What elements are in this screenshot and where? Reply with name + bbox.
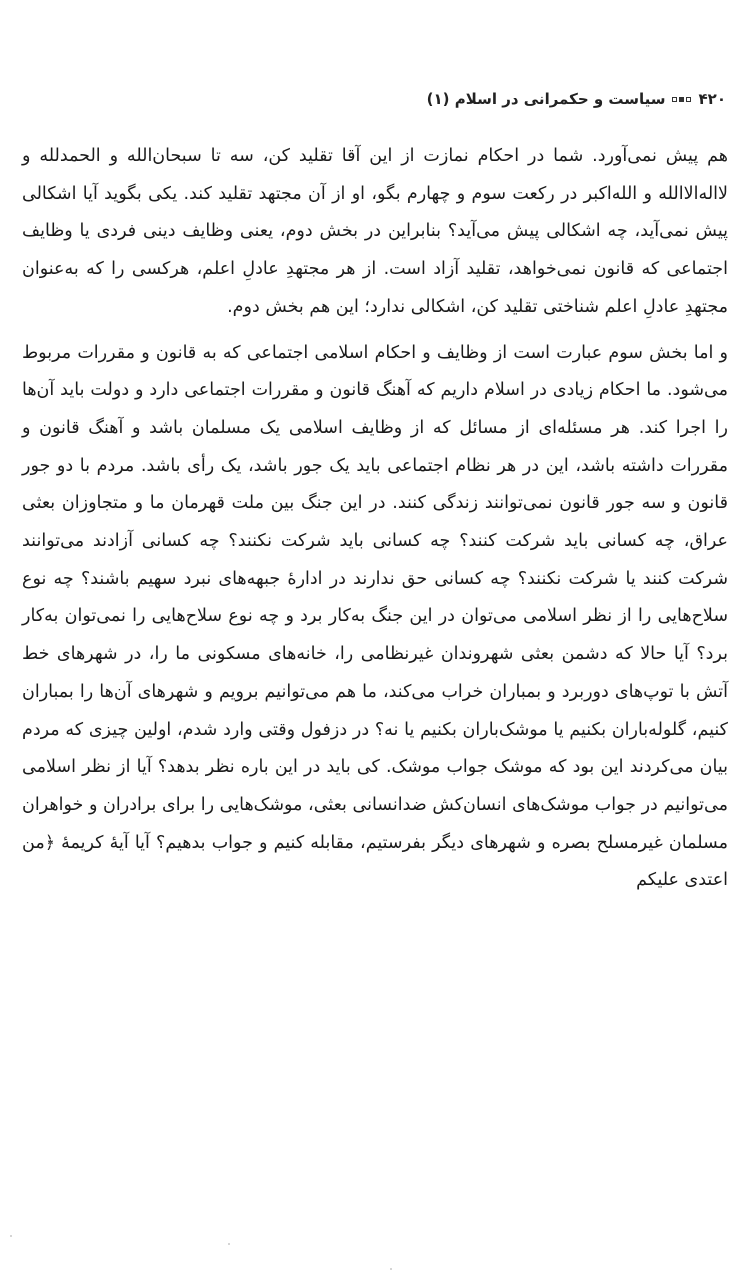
- text-line: هم پیش نمی‌آورد. شما در احکام نمازت از این آقا تقلید کن، سه تا سبحان‌الله و: [100, 146, 728, 166]
- text-line: نمی‌توانند زندگی کنند. در این جنگ بین ملت قهرمان ما و متجاوزان بعثی عراق،: [22, 493, 728, 552]
- text-line: و بمباران خراب می‌کند، ما هم می‌توانیم برویم و شهرهای آن‌ها را بمباران کنیم،: [22, 681, 728, 740]
- text-line: اجتماعی دارد و دولت باید آن‌ها را اجرا کند. هر مسئله‌ای از مسائل که از وظایف: [22, 380, 728, 438]
- text-line: شناختی تقلید کن، اشکالی ندارد؛ این هم بخش دوم.: [227, 296, 600, 317]
- text-line: غیرنظامی را، خانه‌های مسکونی ما را، در شهرهای خط آتش با توپ‌های دوربرد: [22, 644, 728, 702]
- paper-speck: [390, 1268, 392, 1270]
- chapter-title: سیاست و حکمرانی در اسلام (۱): [426, 90, 666, 108]
- text-line: بخش دوم، یعنی وظایف دینی فردی یا وظایف اجتماعی که قانون نمی‌خواهد،: [22, 221, 728, 280]
- running-header: [20, 90, 726, 108]
- text-line: کند. یکی بگوید آیا اشکالی پیش نمی‌آید، چه اشکالی پیش می‌آید؟ بنابراین در: [22, 183, 728, 242]
- text-line: اسلامی یک مسلمان باشد و آهنگ قانون و مقررات داشته باشد، این در هر نظام: [22, 417, 728, 476]
- page-number: ۴۲۰: [698, 90, 726, 108]
- text-line: تقلید آزاد است. از هر مجتهدِ عادلِ اعلم، هرکسی را که به‌عنوان مجتهدِ عادلِ اعلم: [22, 259, 728, 317]
- square-bullets-icon: [672, 97, 691, 102]
- text-line: می‌توانند شرکت کنند یا شرکت نکنند؟ چه کسانی حق ندارند در ادارهٔ جبهه‌های: [22, 531, 728, 589]
- text-line: و اما بخش سوم عبارت است از وظایف و احکام اسلامی اجتماعی که به قانون و: [135, 342, 729, 363]
- body-text: [22, 138, 728, 900]
- paper-speck: [228, 1243, 230, 1245]
- text-line: اجتماعی باید یک جور باشد، یک رأی باشد. مردم با دو جور قانون و سه جور قانون: [22, 455, 728, 514]
- text-line: برد و چه نوع سلاح‌هایی را نمی‌توان به‌کار برد؟ آیا حالا که دشمن بعثی شهروندان: [22, 606, 728, 665]
- text-line: نبرد سهیم باشند؟ چه نوع سلاح‌هایی را از نظر اسلامی می‌توان در این جنگ به‌کار: [22, 568, 728, 627]
- paragraph-1: [22, 138, 728, 327]
- text-line: بعثی، موشک‌هایی را برای برادران و خواهران مسلمان غیرمسلح بصره و شهرهای: [22, 794, 728, 853]
- text-line: که مردم بیان می‌کردند این بود که موشک جواب موشک. کی باید در این باره نظر: [22, 719, 728, 778]
- text-line: چه کسانی باید شرکت کنند؟ چه کسانی باید شرکت نکنند؟ چه کسانی آزادند: [84, 531, 675, 552]
- paragraph-2: [22, 335, 728, 901]
- text-line: گلوله‌باران بکنیم یا موشک‌باران بکنیم یا نه؟ در دزفول وقتی وارد شدم، اولین چیزی: [83, 719, 687, 740]
- text-line: بدهد؟ آیا از نظر اسلامی می‌توانیم در جواب موشک‌های انسان‌کش ضدانسانی: [22, 757, 728, 815]
- text-line: مقررات مربوط می‌شود. ما احکام زیادی در اسلام داریم که آهنگ قانون و مقررات: [22, 342, 728, 401]
- text-line: دیگر بفرستیم، مقابله کنیم و جواب بدهیم؟ آیا آیهٔ کریمهٔ ﴿من اعتدی علیکم: [22, 832, 728, 891]
- paper-speck: [10, 1235, 12, 1237]
- text-line: الحمدلله و لااله‌الاالله و الله‌اکبر در رکعت سوم و چهارم بگو، او از آن مجتهد تقلید: [22, 146, 728, 204]
